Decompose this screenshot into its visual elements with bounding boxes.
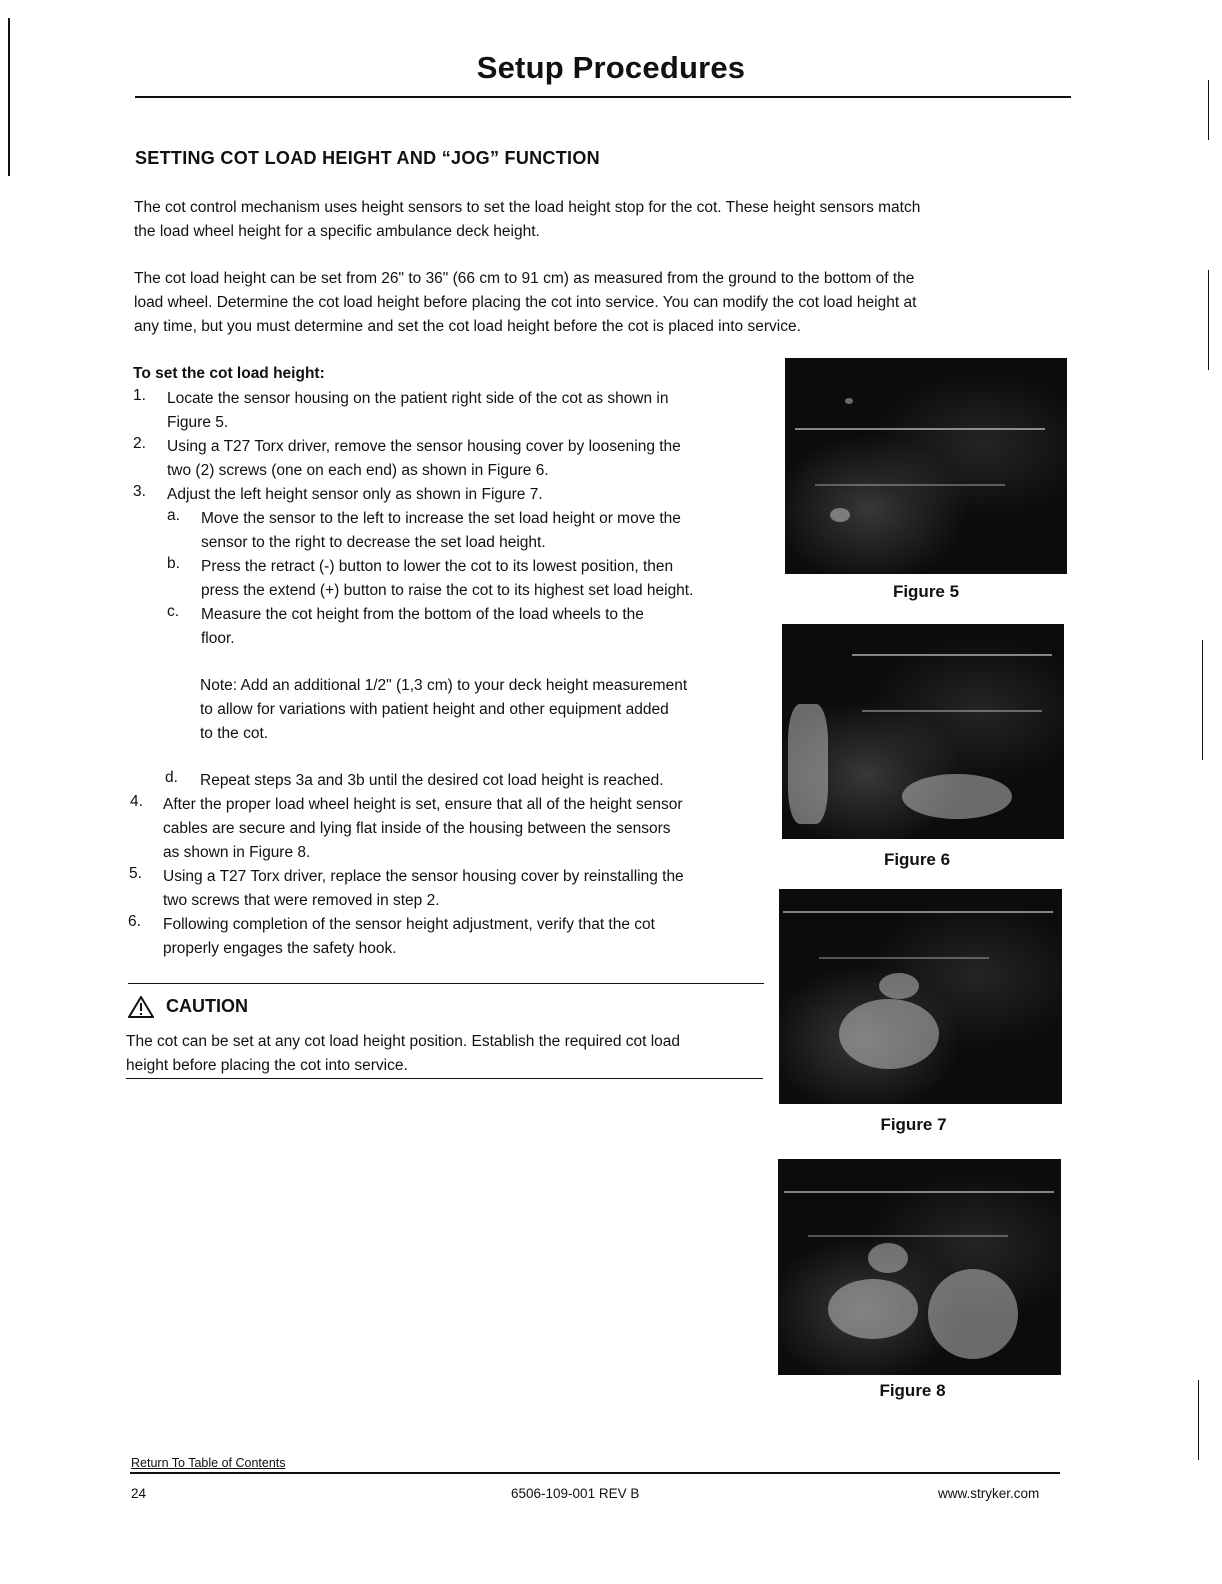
caution-text xyxy=(126,1030,766,1078)
step-line: two (2) screws (one on each end) as shown in Figure 6. xyxy=(167,462,549,479)
paragraph-line: load wheel. Determine the cot load height before placing the cot into service. You can modify the cot load height at xyxy=(134,294,917,311)
header-rule xyxy=(135,96,1071,98)
substep-text xyxy=(201,555,771,603)
figure-5-photo xyxy=(785,358,1067,574)
step-text xyxy=(167,387,777,435)
page-title: Setup Procedures xyxy=(476,50,746,85)
scan-margin-line xyxy=(8,18,10,176)
substep-text xyxy=(201,507,771,555)
paragraph-line: The cot control mechanism uses height sensors to set the load height stop for the cot. These height sensors match xyxy=(134,199,921,216)
paragraph-line: the load wheel height for a specific ambulance deck height. xyxy=(134,223,540,240)
step-text xyxy=(167,435,777,483)
step-line: Using a T27 Torx driver, remove the sensor housing cover by loosening the xyxy=(167,438,681,455)
figure-caption: Figure 7 xyxy=(880,1115,947,1134)
caution-title: CAUTION xyxy=(166,996,248,1016)
page-number: 24 xyxy=(131,1486,147,1501)
figure-7-photo xyxy=(779,889,1062,1104)
step-line: Locate the sensor housing on the patient right side of the cot as shown in xyxy=(167,390,669,407)
step-number: 1. xyxy=(133,387,146,404)
substep-letter: c. xyxy=(167,603,180,620)
note-line: to the cot. xyxy=(200,725,269,742)
substep-line: floor. xyxy=(201,630,235,647)
substep-line: Repeat steps 3a and 3b until the desired cot load height is reached. xyxy=(200,772,664,789)
step-line: After the proper load wheel height is set, ensure that all of the height sensor xyxy=(163,796,683,813)
figure-caption: Figure 5 xyxy=(892,582,960,601)
note-line: to allow for variations with patient height and other equipment added xyxy=(200,701,669,718)
document-number: 6506-109-001 REV B xyxy=(511,1486,640,1501)
step-line: Following completion of the sensor height adjustment, verify that the cot xyxy=(163,916,655,933)
substep-line: press the extend (+) button to raise the cot to its highest set load height. xyxy=(201,582,694,599)
caution-line: The cot can be set at any cot load height position. Establish the required cot load xyxy=(126,1033,681,1050)
step-number: 2. xyxy=(133,435,146,452)
scan-margin-line xyxy=(1202,640,1203,760)
substep-text xyxy=(200,769,770,793)
substep-letter: a. xyxy=(167,507,180,524)
substep-line: Press the retract (-) button to lower the cot to its lowest position, then xyxy=(201,558,674,575)
procedure-title: To set the cot load height: xyxy=(133,365,325,382)
website-url: www.stryker.com xyxy=(938,1486,1040,1501)
note-block xyxy=(200,674,775,746)
substep-line: Move the sensor to the left to increase the set load height or move the xyxy=(201,510,681,527)
warning-triangle-icon xyxy=(128,996,160,1020)
paragraph-line: The cot load height can be set from 26" to 36" (66 cm to 91 cm) as measured from the ground to the bottom of the xyxy=(134,270,915,287)
caution-line: height before placing the cot into service. xyxy=(126,1057,408,1074)
step-text xyxy=(163,793,773,865)
step-text xyxy=(163,865,773,913)
step-line: Figure 5. xyxy=(167,414,229,431)
scan-margin-line xyxy=(1208,80,1209,140)
footer-rule xyxy=(130,1472,1060,1474)
step-number: 5. xyxy=(129,865,142,882)
substep-text xyxy=(201,603,771,651)
figure-caption: Figure 8 xyxy=(879,1381,946,1400)
paragraph-line: any time, but you must determine and set the cot load height before the cot is placed into service. xyxy=(134,318,801,335)
step-number: 3. xyxy=(133,483,146,500)
step-number: 4. xyxy=(130,793,143,810)
intro-paragraph-2 xyxy=(134,267,1070,339)
figure-6-photo xyxy=(782,624,1064,839)
return-to-toc-link[interactable]: Return To Table of Contents xyxy=(131,1456,286,1470)
note-line: Note: Add an additional 1/2" (1,3 cm) to your deck height measurement xyxy=(200,677,688,694)
substep-letter: d. xyxy=(165,769,178,786)
caution-top-rule xyxy=(128,983,764,984)
substep-line: Measure the cot height from the bottom of the load wheels to the xyxy=(201,606,644,623)
step-line: as shown in Figure 8. xyxy=(163,844,311,861)
intro-paragraph-1 xyxy=(134,196,1070,244)
caution-bottom-rule xyxy=(126,1078,763,1079)
figure-8-photo xyxy=(778,1159,1061,1375)
step-line: two screws that were removed in step 2. xyxy=(163,892,440,909)
step-text xyxy=(163,913,773,961)
step-line: Using a T27 Torx driver, replace the sensor housing cover by reinstalling the xyxy=(163,868,684,885)
step-line: properly engages the safety hook. xyxy=(163,940,397,957)
step-line: cables are secure and lying flat inside of the housing between the sensors xyxy=(163,820,671,837)
scan-margin-line xyxy=(1198,1380,1199,1460)
step-text xyxy=(167,483,777,507)
step-number: 6. xyxy=(128,913,141,930)
figure-caption: Figure 6 xyxy=(883,850,951,869)
substep-letter: b. xyxy=(167,555,180,572)
section-heading: SETTING COT LOAD HEIGHT AND “JOG” FUNCTION xyxy=(135,148,600,168)
step-line: Adjust the left height sensor only as shown in Figure 7. xyxy=(167,486,543,503)
substep-line: sensor to the right to decrease the set load height. xyxy=(201,534,546,551)
scan-margin-line xyxy=(1208,270,1209,370)
